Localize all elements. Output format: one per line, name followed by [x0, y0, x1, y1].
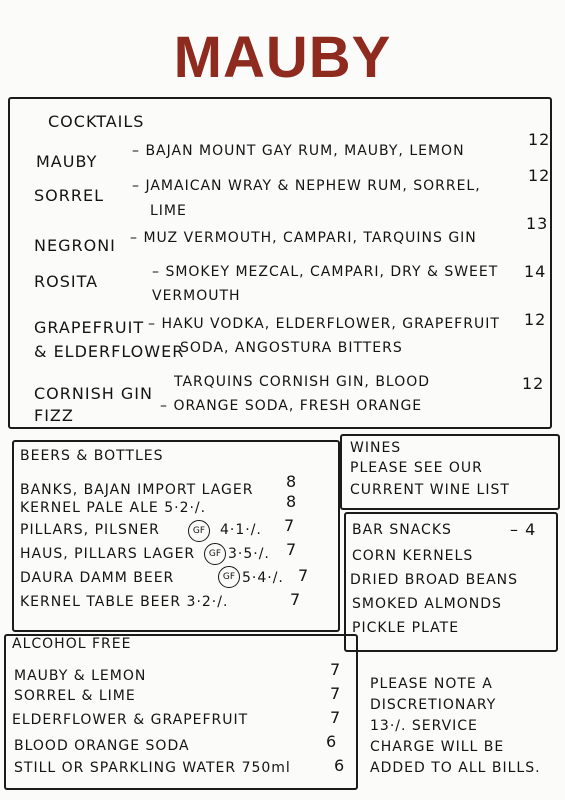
bar-snack-item: CORN KERNELS: [352, 548, 474, 564]
cocktail-description-line2: LIME: [150, 203, 187, 219]
cocktail-name: MAUBY: [36, 152, 98, 171]
gluten-free-badge: GF: [188, 520, 210, 542]
beer-name: PILLARS, PILSNER: [20, 522, 160, 538]
cocktail-description: – BAJAN MOUNT GAY RUM, MAUBY, LEMON: [132, 143, 465, 159]
cocktail-name: NEGRONI: [34, 236, 116, 255]
beer-price: 8: [286, 472, 298, 491]
cocktail-description-line2: – ORANGE SODA, FRESH ORANGE: [160, 398, 423, 414]
beer-price: 7: [298, 566, 310, 585]
bar-snacks-price: – 4: [510, 520, 537, 539]
cocktail-description: – JAMAICAN WRAY & NEPHEW RUM, SORREL,: [132, 178, 481, 194]
wines-heading: WINES: [350, 440, 402, 456]
alcohol-free-name: STILL OR SPARKLING WATER 750ml: [14, 760, 291, 776]
alcohol-free-price: 7: [330, 708, 342, 727]
cocktail-description: – MUZ VERMOUTH, CAMPARI, TARQUINS GIN: [130, 230, 477, 246]
cocktail-name: GRAPEFRUIT: [34, 318, 145, 337]
service-charge-note: [370, 674, 541, 779]
cocktail-description: – HAKU VODKA, ELDERFLOWER, GRAPEFRUIT: [148, 316, 500, 332]
beer-price: 7: [286, 540, 298, 559]
beer-name: KERNEL PALE ALE 5·2·/.: [20, 500, 207, 516]
cocktail-price: 12: [522, 374, 545, 393]
cocktails-heading: COCKTAILS: [48, 112, 145, 131]
cocktail-name: ROSITA: [34, 272, 99, 291]
cocktail-price: 12: [528, 130, 551, 149]
bar-snack-item: SMOKED ALMONDS: [352, 596, 502, 612]
cocktail-price: 14: [524, 262, 547, 281]
service-note-line: ADDED TO ALL BILLS.: [370, 760, 541, 776]
brand-logo: MAUBY: [173, 25, 392, 90]
service-note-line: CHARGE WILL BE: [370, 739, 505, 755]
beer-name: BANKS, BAJAN IMPORT LAGER: [20, 482, 254, 498]
gluten-free-badge: GF: [204, 543, 226, 565]
alcohol-free-price: 7: [330, 684, 342, 703]
beer-abv: 3·5·/.: [228, 546, 270, 562]
alcohol-free-name: ELDERFLOWER & GRAPEFRUIT: [12, 712, 249, 728]
bar-snack-item: DRIED BROAD BEANS: [350, 572, 519, 588]
cocktail-description-line2: VERMOUTH: [152, 288, 241, 304]
cocktail-price: 13: [526, 214, 549, 233]
alcohol-free-price: 6: [326, 732, 338, 751]
cocktail-name: CORNISH GIN: [34, 384, 153, 403]
wines-note-line1: PLEASE SEE OUR: [350, 460, 483, 476]
cocktail-description: TARQUINS CORNISH GIN, BLOOD: [174, 374, 431, 390]
cocktail-name-line2: & ELDERFLOWER: [34, 342, 185, 361]
alcohol-free-heading: ALCOHOL FREE: [12, 636, 132, 652]
bar-snack-item: PICKLE PLATE: [352, 620, 460, 636]
alcohol-free-name: MAUBY & LEMON: [14, 668, 147, 684]
service-note-line: PLEASE NOTE A: [370, 676, 493, 692]
beer-abv: 4·1·/.: [220, 522, 262, 538]
beer-price: 7: [284, 516, 296, 535]
alcohol-free-price: 7: [330, 660, 342, 679]
cocktail-description: – SMOKEY MEZCAL, CAMPARI, DRY & SWEET: [152, 264, 499, 280]
beer-name: KERNEL TABLE BEER 3·2·/.: [20, 594, 229, 610]
cocktail-name-line2: FIZZ: [34, 406, 74, 425]
alcohol-free-name: SORREL & LIME: [14, 688, 136, 704]
beer-name: HAUS, PILLARS LAGER: [20, 546, 196, 562]
service-note-line: 13·/. SERVICE: [370, 718, 478, 734]
bar-snacks-heading: BAR SNACKS: [352, 522, 452, 538]
beer-abv: 5·4·/.: [242, 570, 284, 586]
alcohol-free-name: BLOOD ORANGE SODA: [14, 738, 190, 754]
beer-price: 7: [290, 590, 302, 609]
beer-name: DAURA DAMM BEER: [20, 570, 175, 586]
service-note-line: DISCRETIONARY: [370, 697, 497, 713]
cocktail-description-line2: SODA, ANGOSTURA BITTERS: [180, 340, 403, 356]
beers-heading: BEERS & BOTTLES: [20, 448, 164, 464]
alcohol-free-price: 6: [334, 756, 346, 775]
cocktail-price: 12: [524, 310, 547, 329]
gluten-free-badge: GF: [218, 566, 240, 588]
wines-note-line2: CURRENT WINE LIST: [350, 482, 510, 498]
cocktail-name: SORREL: [34, 186, 105, 205]
beer-price: 8: [286, 492, 298, 511]
cocktail-price: 12: [528, 166, 551, 185]
